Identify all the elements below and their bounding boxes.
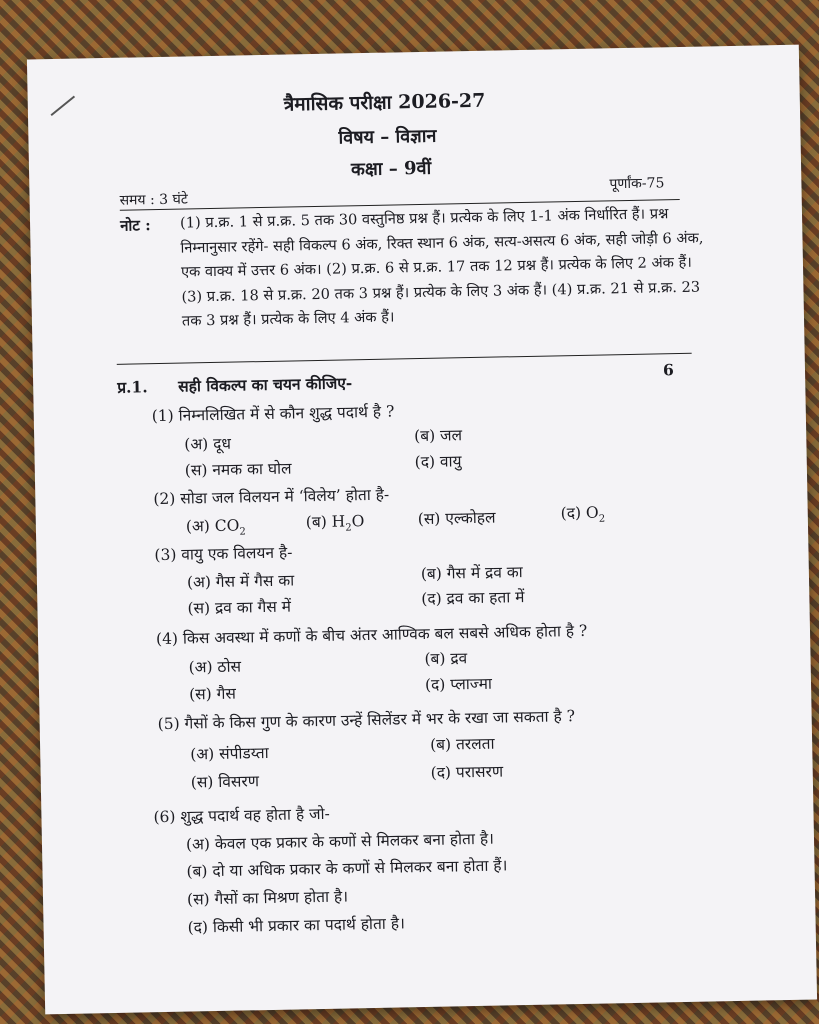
- option-b: (ब) तरलता: [429, 734, 495, 754]
- question-text: (4) किस अवस्था में कणों के बीच अंतर आण्विक बल सबसे अधिक होता है ?: [155, 621, 588, 649]
- subject-heading: विषय – विज्ञान: [338, 125, 437, 149]
- option-d: (द) द्रव का हता में: [421, 588, 525, 609]
- question-text: (3) वायु एक विलयन है-: [154, 543, 293, 565]
- exam-paper: [27, 45, 817, 1015]
- option-d: (द) वायु: [414, 452, 462, 472]
- time-label: समय : 3 घंटे: [119, 191, 189, 209]
- option-c: (स) गैसों का मिश्रण होता है।: [186, 887, 349, 909]
- option-b: (ब) जल: [414, 426, 463, 446]
- option-d: (द) किसी भी प्रकार का पदार्थ होता है।: [187, 914, 406, 937]
- option-b: (ब) गैस में द्रव का: [420, 563, 523, 584]
- section-title: सही विकल्प का चयन कीजिए-: [178, 373, 353, 396]
- question-text: (5) गैसों के किस गुण के कारण उन्हें सिलेंडर में भर के रखा जा सकता है ?: [157, 707, 576, 734]
- option-d: (द) प्लाज्मा: [424, 674, 493, 694]
- option-a: (अ) संपीडय्ता: [190, 743, 269, 764]
- option-a: (अ) ठोस: [188, 657, 242, 677]
- option-c: (स) विसरण: [190, 772, 260, 792]
- option-c: (स) गैस: [188, 684, 237, 704]
- option-b: (ब) दो या अधिक प्रकार के कणों से मिलकर बना होता हैं।: [186, 856, 508, 881]
- option-d: (द) परासरण: [430, 762, 504, 782]
- class-heading: कक्षा – 9वीं: [350, 157, 432, 181]
- exam-title: त्रैमासिक परीक्षा 2026-27: [283, 89, 486, 116]
- note-text: (1) प्र.क्र. 1 से प्र.क्र. 5 तक 30 वस्तुनिष्ठ प्रश्न हैं। प्रत्येक के लिए 1-1 अंक निर्धारित हैं। प्रश्न निम्नानुसार रहेंगे- सही विकल्प 6 अंक, रिक्त स्थान 6 अंक, सत्य-असत्य 6 अंक, सही जोड़ी 6 अंक, एक वाक्य में उत्तर 6 अंक। (2) प्र.क्र. 6 से प्र.क्र. 17 तक 12 प्रश्न हैं। प्रत्येक के लिए 2 अंक हैं। (3) प्र.क्र. 18 से प्र.क्र. 20 तक 3 प्रश्न हैं। प्रत्येक के लिए 3 अंक हैं। (4) प्र.क्र. 21 से प्र.क्र. 23 तक 3 प्रश्न हैं। प्रत्येक के लिए 4 अंक हैं।: [179, 205, 704, 330]
- note-label: नोट :: [119, 216, 151, 235]
- question-text: (6) शुद्ध पदार्थ वह होता है जो-: [153, 804, 330, 827]
- option-a: (अ) $CO_2$: [185, 516, 246, 538]
- option-c: (स) एल्कोहल: [417, 508, 496, 529]
- question-text: (2) सोडा जल विलयन में ‘विलेय’ होता है-: [153, 485, 390, 509]
- note-divider: [117, 353, 692, 365]
- staple-mark: [51, 96, 76, 116]
- option-d: (द) $O_2$: [560, 503, 606, 525]
- option-b: (ब) द्रव: [424, 649, 468, 668]
- section-marks: 6: [662, 360, 674, 380]
- option-a: (अ) गैस में गैस का: [186, 571, 295, 592]
- option-a: (अ) दूध: [184, 434, 232, 454]
- section-number: प्र.1.: [117, 377, 148, 397]
- question-text: (1) निम्नलिखित में से कौन शुद्ध पदार्थ है ?: [151, 402, 395, 426]
- option-a: (अ) केवल एक प्रकार के कणों से मिलकर बना होता है।: [185, 829, 495, 854]
- option-c: (स) नमक का घोल: [184, 459, 292, 480]
- max-marks-label: पूर्णांक-75: [609, 175, 665, 193]
- option-c: (स) द्रव का गैस में: [187, 597, 292, 618]
- option-b: (ब) $H_2O$: [305, 512, 365, 534]
